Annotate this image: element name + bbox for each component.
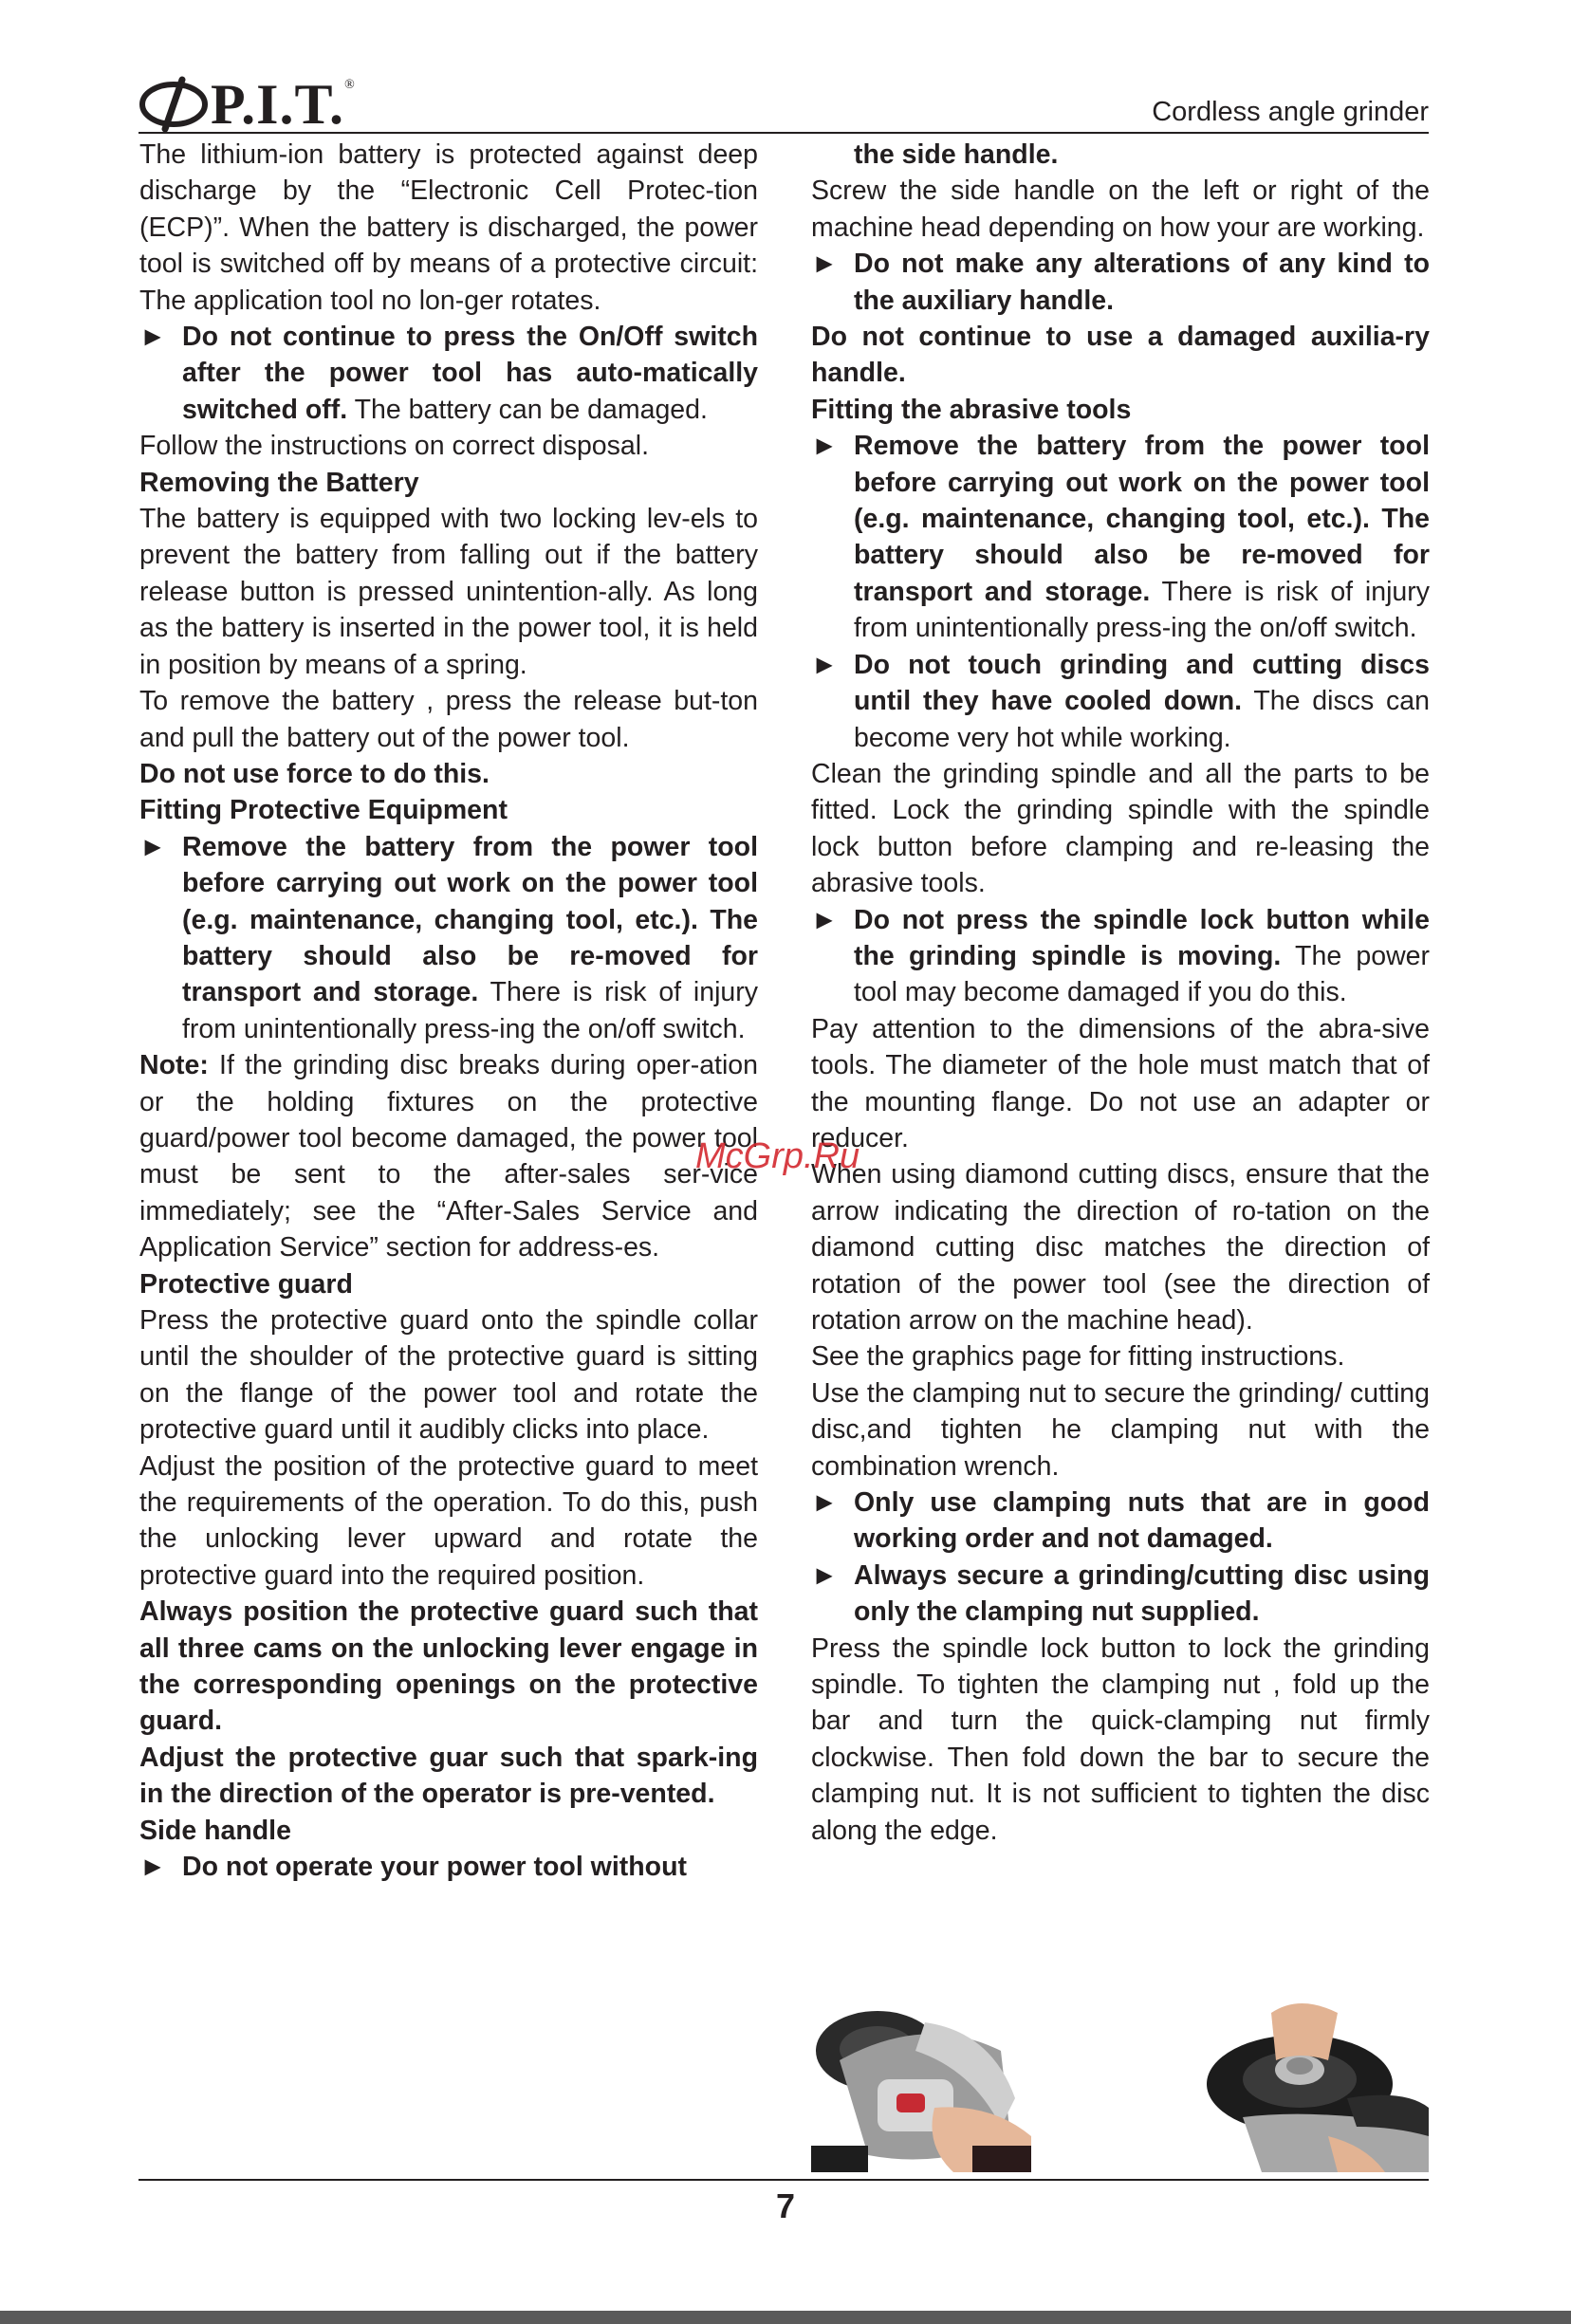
paragraph: Use the clamping nut to secure the grinding/ cutting disc,and tighten he clamping nut with the combination wrench. [811,1377,1430,1482]
section-heading: Fitting Protective Equipment [139,795,508,826]
bullet-bold-text: Always secure a grinding/cutting disc using only the clamping nut supplied. [854,1559,1430,1628]
section-heading: Removing the Battery [139,467,419,498]
bullet-bold-text: Only use clamping nuts that are in good working order and not damaged. [854,1487,1430,1555]
header-rule [139,132,1429,134]
section-heading: Protective guard [139,1268,353,1300]
paragraph: Adjust the position of the protective guard to meet the requirements of the operation. To do this, push the unlocking lever upward and rotate the protective guard into the required position. [139,1450,758,1591]
paragraph: Pay attention to the dimensions of the abra-sive tools. The diameter of the hole must match that of the mounting flange. Do not use an adapter or reducer. [811,1013,1430,1153]
bold-paragraph: Do not use force to do this. [139,758,490,789]
bullet-bold-text: Do not press the spindle lock button while the grinding spindle is moving. [854,904,1430,971]
section-heading: Fitting the abrasive tools [811,394,1132,425]
pit-logo-icon [139,76,209,133]
bullet-item [811,1485,1430,1558]
page-number: 7 [775,2186,796,2225]
bullet-text: There is risk of injury from unintentionally press-ing the on/off switch. [854,576,1430,644]
bold-paragraph: Do not continue to use a damaged auxilia-ry handle. [811,322,1430,389]
bullet-bold-text: Remove the battery from the power tool before carrying out work on the power tool (e.g. maintenance, changing tool, etc.). The battery should also be re-moved for transport and storage. [182,831,758,1008]
left-column [139,137,758,1886]
paragraph: Follow the instructions on correct disposal. [139,431,649,462]
note-paragraph [139,1047,758,1265]
paragraph: Clean the grinding spindle and all the parts to be fitted. Lock the grinding spindle with the spindle lock button before clamping and re-leasing the abrasive tools. [811,758,1430,899]
bullet-item [811,428,1430,646]
paragraph: Screw the side handle on the left or right of the machine head depending on how your are working. [811,175,1430,243]
bullet-text: The power tool may become damaged if you do this. [854,940,1430,1008]
bullet-continuation: the side handle. [854,139,1059,170]
bullet-text: The battery can be damaged. [347,394,708,425]
bullet-text: The discs can become very hot while working. [854,686,1430,753]
note-label: Note: [139,1050,209,1081]
paragraph: To remove the battery , press the release but-ton and pull the battery out of the power tool. [139,686,758,753]
bold-paragraph: Always position the protective guard such that all three cams on the unlocking lever engage in the corresponding openings on the protective guard. [139,1596,758,1737]
paragraph: Press the protective guard onto the spindle collar until the shoulder of the protective guard is sitting on the flange of the power tool and rotate the protective guard until it audibly clicks into place. [139,1305,758,1446]
spindle-lock-photo [811,1994,1031,2172]
paragraph: See the graphics page for fitting instructions. [811,1341,1345,1373]
watermark: McGrp.Ru [695,1136,860,1176]
bullet-bold-text: Do not make any alterations of any kind to the auxiliary handle. [854,249,1430,316]
bullet-bold-text: Do not operate your power tool without [182,1852,687,1883]
bold-paragraph: Adjust the protective guar such that spark-ing in the direction of the operator is pre-vented. [139,1742,758,1810]
paragraph: When using diamond cutting discs, ensure that the arrow indicating the direction of ro-tation on the diamond cutting disc matches the direction of rotation of the power tool (see the direction of rotation arrow on the machine head). [811,1159,1430,1336]
bullet-item [811,246,1430,319]
right-column [811,137,1430,1849]
bullet-item [811,1558,1430,1631]
document-title: Cordless angle grinder [1152,97,1429,127]
paragraph: The battery is equipped with two locking lev-els to prevent the battery from falling out if the battery release button is pressed unintention-ally. As long as the battery is inserted in the power tool, it is held in position by means of a spring. [139,504,758,680]
bullet-text: There is risk of injury from unintentionally press-ing the on/off switch. [182,977,758,1044]
bullet-bold-text: Remove the battery from the power tool before carrying out work on the power tool (e.g. maintenance, changing tool, etc.). The battery should also be re-moved for transport and storage. [854,431,1430,607]
note-text: If the grinding disc breaks during oper-ation or the holding fixtures on the protective guard/power tool become damaged, the power tool must be sent to the after-sales ser-vice immediately; see the “After-Sales Service and Application Service” section for address-es. [139,1050,758,1263]
brand-logo [139,74,355,135]
paragraph: The lithium-ion battery is protected against deep discharge by the “Electronic Cell Protec-tion (ECP)”. When the battery is discharged, the power tool is switched off by means of a protective circuit: The application tool no lon-ger rotates. [139,139,758,316]
paragraph: Press the spindle lock button to lock the grinding spindle. To tighten the clamping nut , fold up the bar and turn the quick-clamping nut firmly clockwise. Then fold down the bar to secure the clamping nut. It is not sufficient to tighten the disc along the edge. [811,1632,1430,1846]
registered-mark: ® [344,78,355,92]
bottom-band [0,2311,1571,2324]
brand-name: P.I.T. [211,73,345,136]
bullet-item [811,647,1430,756]
bullet-bold-text: Do not continue to press the On/Off switch after the power tool has auto-matically switched off. [182,322,758,425]
bullet-item [139,1849,758,1885]
bullet-item [139,319,758,428]
clamping-nut-photo [1205,1994,1429,2172]
bullet-item [811,902,1430,1011]
bullet-bold-text: Do not touch grinding and cutting discs until they have cooled down. [854,649,1430,717]
footer-rule [139,2179,1429,2181]
section-heading: Side handle [139,1815,291,1846]
bullet-item [139,829,758,1047]
